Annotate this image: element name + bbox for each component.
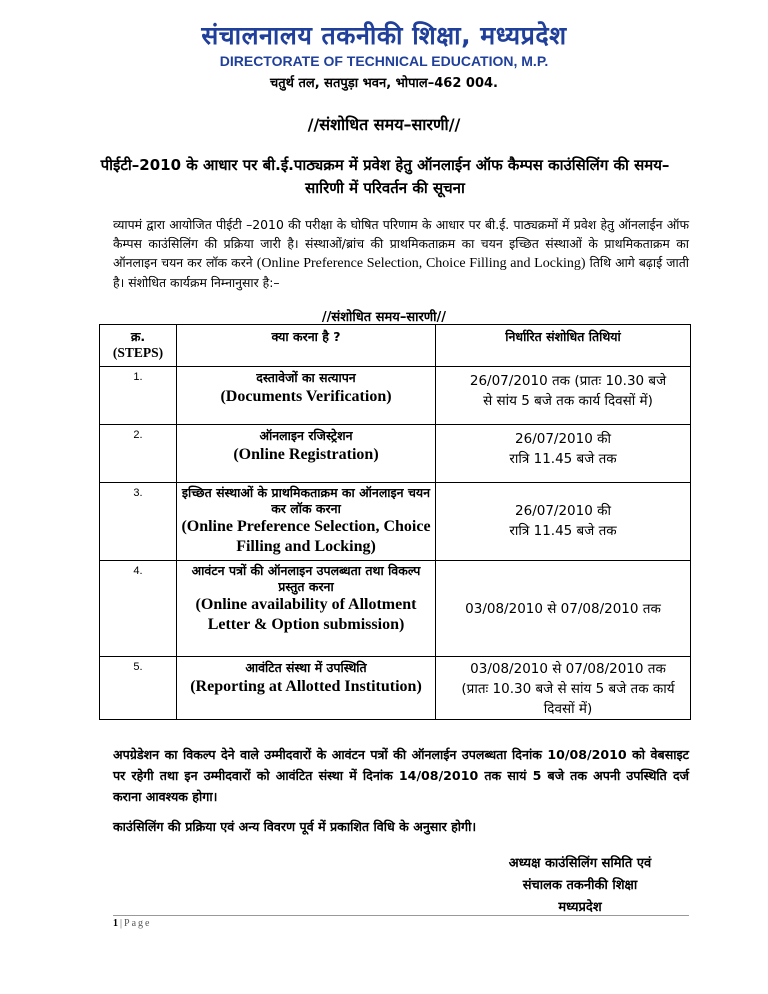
step-action-hindi: आवंटित संस्था में उपस्थिति xyxy=(245,660,367,675)
step-number: 4. xyxy=(133,565,143,577)
step-date: 03/08/2010 से 07/08/2010 तक xyxy=(465,600,661,617)
page-number: 1 xyxy=(113,918,120,929)
step-action-hindi: इच्छित संस्थाओं के प्राथमिकताक्रम का ऑनलाइन चयन कर लॉक करना xyxy=(181,485,431,516)
page-footer xyxy=(113,918,151,929)
process-note: काउंसिलिंग की प्रक्रिया एवं अन्य विवरण पूर्व में प्रकाशित विधि के अनुसार होगी। xyxy=(113,819,477,834)
intro-text-english: (Online Preference Selection, Choice Filling and Locking) xyxy=(256,256,586,271)
schedule-table xyxy=(99,324,691,720)
header-no-label: क्र. xyxy=(130,329,146,344)
step-action-english: (Online availability of Allotment Letter & Option submission) xyxy=(195,596,417,633)
header-steps-label: (STEPS) xyxy=(112,345,164,360)
signatory-line-3: मध्यप्रदेश xyxy=(558,900,602,915)
org-name-english: DIRECTORATE OF TECHNICAL EDUCATION, M.P. xyxy=(219,53,549,69)
step-number: 3. xyxy=(133,487,143,499)
step-number: 5. xyxy=(133,661,143,673)
step-action-english: (Documents Verification) xyxy=(220,388,392,405)
footer-divider xyxy=(113,915,689,916)
step-number: 1. xyxy=(133,371,143,383)
page-label: |Page xyxy=(120,918,152,929)
signature-block xyxy=(430,853,730,919)
notice-title: पीईटी–2010 के आधार पर बी.ई.पाठ्यक्रम में प्रवेश हेतु ऑनलाईन ऑफ कैम्पस काउंसिलिंग की समय–सारिणी में परिवर्तन की सूचना xyxy=(100,156,670,197)
table-row xyxy=(100,561,691,657)
step-action-english: (Online Preference Selection, Choice Filling and Locking) xyxy=(181,518,431,555)
table-title: //संशोधित समय–सारणी// xyxy=(321,310,447,325)
step-action-hindi: आवंटन पत्रों की ऑनलाइन उपलब्धता तथा विकल्प प्रस्तुत करना xyxy=(191,563,421,594)
signatory-line-2: संचालक तकनीकी शिक्षा xyxy=(522,878,638,893)
step-date: 26/07/2010 की रात्रि 11.45 बजे तक xyxy=(509,503,617,539)
step-action-english: (Online Registration) xyxy=(233,446,379,463)
table-row xyxy=(100,425,691,483)
step-number: 2. xyxy=(133,429,143,441)
header-dates: निर्धारित संशोधित तिथियां xyxy=(436,325,691,367)
step-date: 03/08/2010 से 07/08/2010 तक (प्रातः 10.30 बजे से सांय 5 बजे तक कार्य दिवसों में) xyxy=(461,661,675,717)
signatory-line-1: अध्यक्ष काउंसिलिंग समिति एवं xyxy=(508,856,652,871)
revised-schedule-title: //संशोधित समय–सारणी// xyxy=(307,115,461,134)
step-action-hindi: ऑनलाइन रजिस्ट्रेशन xyxy=(259,428,353,443)
table-row xyxy=(100,657,691,720)
step-date: 26/07/2010 की रात्रि 11.45 बजे तक xyxy=(509,431,617,467)
header-step-no xyxy=(100,325,177,367)
header-action: क्या करना है ? xyxy=(177,325,436,367)
intro-text-part1: व्यापमं द्वारा आयोजित पीईटी –2010 की परीक्षा के घोषित परिणाम के आधार पर बी.ई. पाठ्यक्रमों में प्रवेश हेतु ऑनलाईन ऑफ कैम्पस काउंसिलिंग की प्रक्रिया जारी है। संस्थाओं/ब्रांच की प्राथमिकताक्रम का चयन इच्छित संस्थाओं के प्राथमिकताक्रम का ऑनलाइन चयन कर लॉक करने xyxy=(113,217,689,270)
org-name-hindi: संचालनालय तकनीकी शिक्षा, मध्यप्रदेश xyxy=(201,21,567,50)
upgradation-paragraph: अपग्रेडेशन का विकल्प देने वाले उम्मीदवारों के आवंटन पत्रों की ऑनलाईन उपलब्धता दिनांक 10/08/2010 को वेबसाइट पर रहेगी तथा इन उम्मीदवारों को आवंटित संस्था में दिनांक 14/08/2010 तक सायं 5 बजे तक अपनी उपस्थिति दर्ज कराना आवश्यक होगा। xyxy=(113,747,689,804)
table-row xyxy=(100,367,691,425)
step-action-english: (Reporting at Allotted Institution) xyxy=(190,678,422,695)
org-address: चतुर्थ तल, सतपुड़ा भवन, भोपाल–462 004. xyxy=(270,76,498,91)
step-action-hindi: दस्तावेजों का सत्यापन xyxy=(256,370,356,385)
table-header-row xyxy=(100,325,691,367)
intro-text-part2: तिथि आगे बढ़ाई जाती है। संशोधित कार्यक्रम निम्नानुसार है:– xyxy=(113,255,689,290)
step-date: 26/07/2010 तक (प्रातः 10.30 बजे से सांय 5 बजे तक कार्य दिवसों में) xyxy=(469,373,667,409)
table-row xyxy=(100,483,691,561)
intro-paragraph xyxy=(113,215,689,292)
